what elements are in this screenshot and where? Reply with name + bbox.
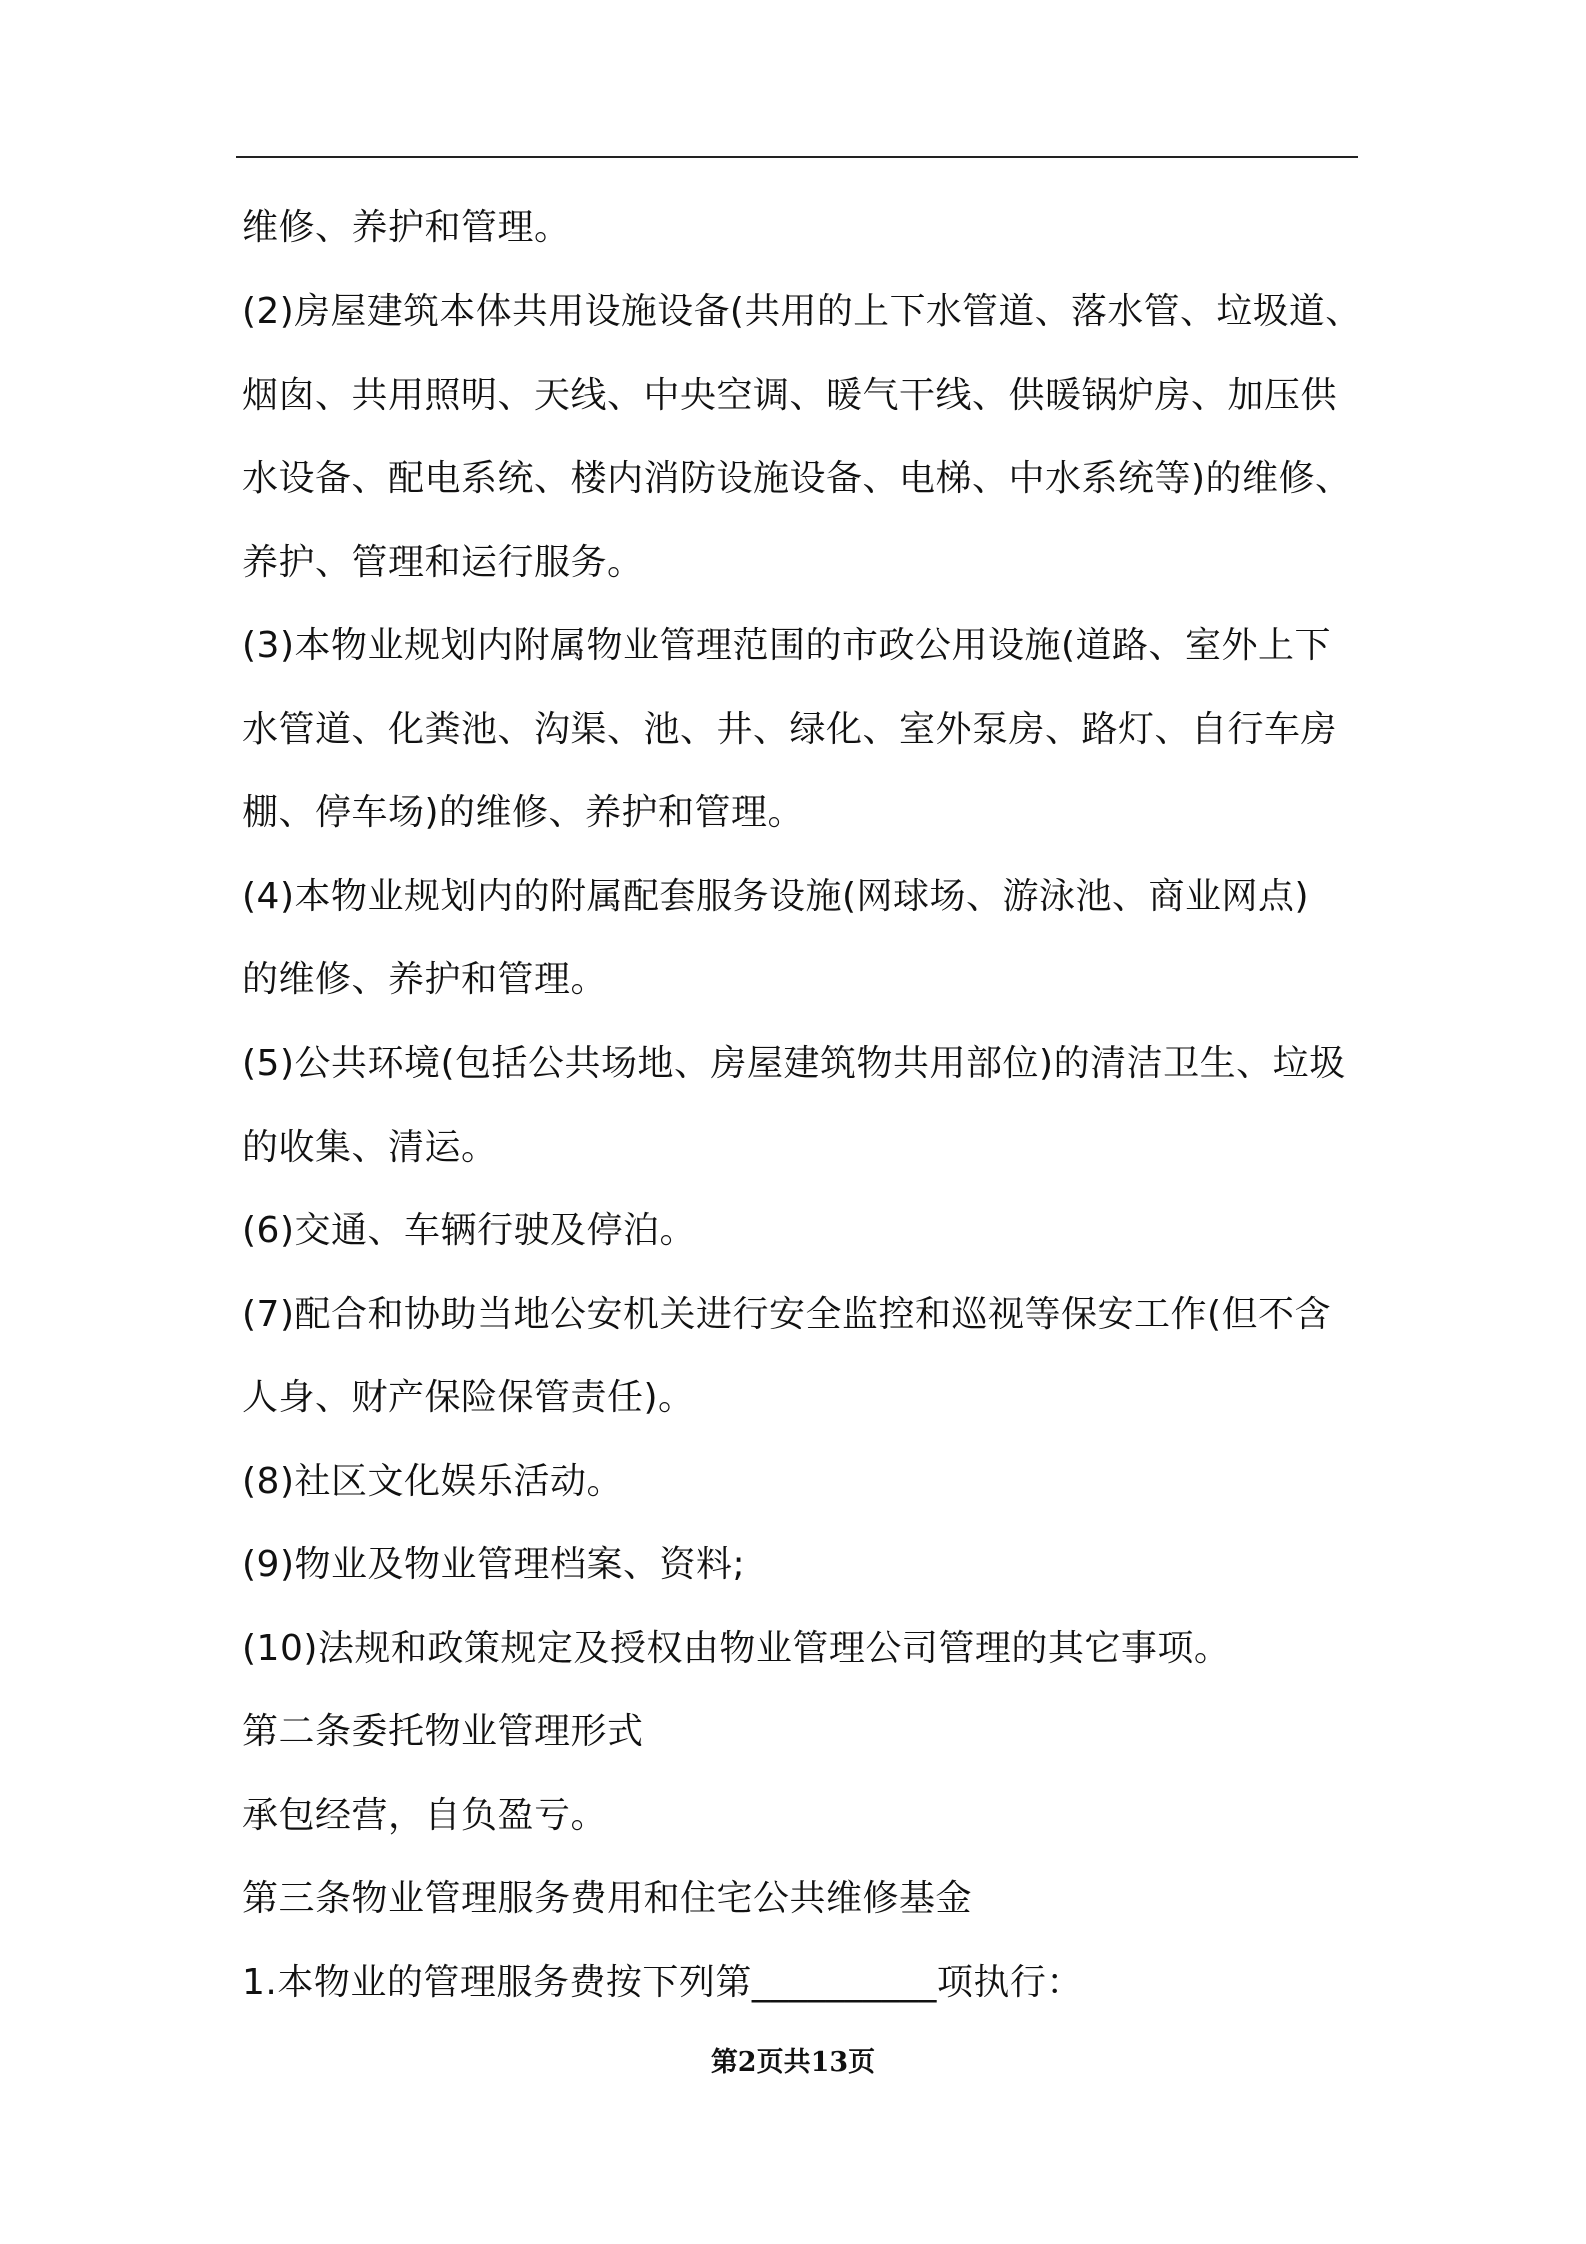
text-line: (7)配合和协助当地公安机关进行安全监控和巡视等保安工作(但不含 <box>242 1294 1332 1335</box>
text-line: 人身、财产保险保管责任)。 <box>242 1377 695 1418</box>
text-line: (8)社区文化娱乐活动。 <box>242 1461 623 1502</box>
text-line: 维修、养护和管理。 <box>242 207 571 248</box>
text-line: (6)交通、车辆行驶及停泊。 <box>242 1210 696 1251</box>
text-line: (3)本物业规划内附属物业管理范围的市政公用设施(道路、室外上下 <box>242 625 1332 666</box>
text-line: 棚、停车场)的维修、养护和管理。 <box>242 792 805 833</box>
text-line: 养护、管理和运行服务。 <box>242 542 644 583</box>
text-line: 的维修、养护和管理。 <box>242 959 608 1000</box>
text-line: (9)物业及物业管理档案、资料; <box>242 1544 746 1585</box>
section-heading: 第二条委托物业管理形式 <box>242 1711 644 1752</box>
text-line: (10)法规和政策规定及授权由物业管理公司管理的其它事项。 <box>242 1628 1231 1669</box>
text-line: 的收集、清运。 <box>242 1127 498 1168</box>
text-line: 承包经营，自负盈亏。 <box>242 1795 608 1836</box>
text-line: (4)本物业规划内的附属配套服务设施(网球场、游泳池、商业网点) <box>242 876 1310 917</box>
text-line: (5)公共环境(包括公共场地、房屋建筑物共用部位)的清洁卫生、垃圾 <box>242 1043 1346 1084</box>
header-rule <box>236 156 1358 158</box>
section-heading: 第三条物业管理服务费用和住宅公共维修基金 <box>242 1878 973 1919</box>
text-line: 烟囱、共用照明、天线、中央空调、暖气干线、供暖锅炉房、加压供 <box>242 375 1338 416</box>
text-line: (2)房屋建筑本体共用设施设备(共用的上下水管道、落水管、垃圾道、 <box>242 291 1362 332</box>
text-line: 水设备、配电系统、楼内消防设施设备、电梯、中水系统等)的维修、 <box>242 458 1352 499</box>
text-line: 1.本物业的管理服务费按下列第__________项执行： <box>242 1962 1083 2003</box>
page-number: 第2页共13页 <box>710 2047 876 2078</box>
text-line: 水管道、化粪池、沟渠、池、井、绿化、室外泵房、路灯、自行车房 <box>242 709 1338 750</box>
